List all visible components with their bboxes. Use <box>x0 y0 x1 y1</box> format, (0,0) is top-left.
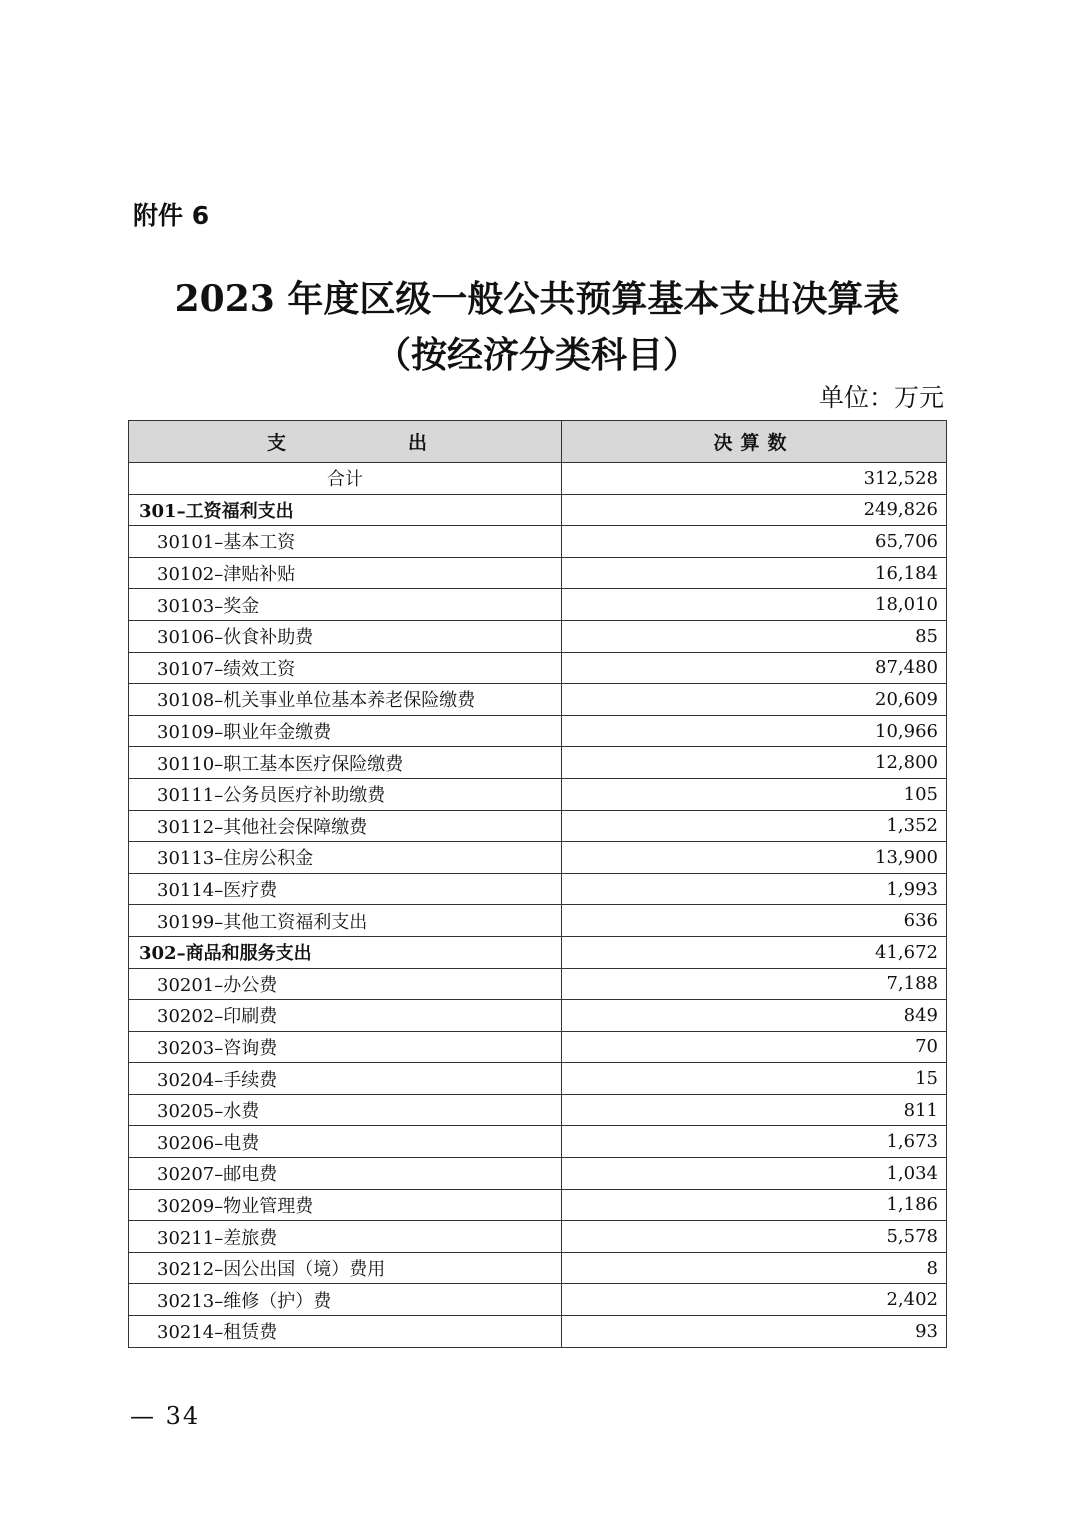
row-item-name: 30101–基本工资 <box>129 526 562 558</box>
row-item-value: 2,402 <box>562 1284 947 1316</box>
row-item-value: 15 <box>562 1063 947 1095</box>
table-row <box>129 1189 947 1221</box>
table-row <box>129 747 947 779</box>
table-row <box>129 968 947 1000</box>
row-item-name: 30113–住房公积金 <box>129 842 562 874</box>
table-row <box>129 778 947 810</box>
row-item-value: 70 <box>562 1031 947 1063</box>
table-row <box>129 557 947 589</box>
row-item-value: 20,609 <box>562 684 947 716</box>
total-row <box>129 463 947 495</box>
row-item-value: 1,993 <box>562 873 947 905</box>
row-item-value: 849 <box>562 1000 947 1032</box>
row-item-name: 30110–职工基本医疗保险缴费 <box>129 747 562 779</box>
table-row <box>129 1316 947 1348</box>
row-item-name: 30201–办公费 <box>129 968 562 1000</box>
header-expenditure <box>129 421 562 463</box>
row-item-value: 16,184 <box>562 557 947 589</box>
table-row <box>129 620 947 652</box>
row-item-name: 30202–印刷费 <box>129 1000 562 1032</box>
table-row <box>129 810 947 842</box>
row-item-name: 30111–公务员医疗补助缴费 <box>129 778 562 810</box>
row-item-value: 1,186 <box>562 1189 947 1221</box>
table-header-row <box>129 421 947 463</box>
table-row <box>129 1252 947 1284</box>
row-item-value: 18,010 <box>562 589 947 621</box>
table-row <box>129 873 947 905</box>
row-item-name: 30207–邮电费 <box>129 1158 562 1190</box>
total-label: 合计 <box>129 463 562 495</box>
row-item-value: 636 <box>562 905 947 937</box>
table-row <box>129 1000 947 1032</box>
total-value: 312,528 <box>562 463 947 495</box>
row-item-name: 301–工资福利支出 <box>129 494 562 526</box>
row-item-value: 811 <box>562 1094 947 1126</box>
table-row <box>129 1063 947 1095</box>
row-item-value: 65,706 <box>562 526 947 558</box>
row-item-name: 30204–手续费 <box>129 1063 562 1095</box>
table-row <box>129 652 947 684</box>
row-item-name: 30206–电费 <box>129 1126 562 1158</box>
row-item-name: 30209–物业管理费 <box>129 1189 562 1221</box>
row-item-value: 41,672 <box>562 936 947 968</box>
row-item-value: 7,188 <box>562 968 947 1000</box>
row-item-value: 93 <box>562 1316 947 1348</box>
table-row <box>129 1158 947 1190</box>
unit-label: 单位：万元 <box>818 383 944 412</box>
row-item-value: 1,352 <box>562 810 947 842</box>
table-row <box>129 684 947 716</box>
row-item-name: 30211–差旅费 <box>129 1221 562 1253</box>
attachment-label: 附件 6 <box>133 201 210 230</box>
row-item-name: 302–商品和服务支出 <box>129 936 562 968</box>
row-item-name: 30212–因公出国（境）费用 <box>129 1252 562 1284</box>
table-row <box>129 526 947 558</box>
table-row <box>129 1221 947 1253</box>
row-item-value: 12,800 <box>562 747 947 779</box>
row-item-value: 85 <box>562 620 947 652</box>
row-item-value: 249,826 <box>562 494 947 526</box>
row-item-value: 13,900 <box>562 842 947 874</box>
page-number: — 34 <box>130 1402 201 1430</box>
row-item-name: 30112–其他社会保障缴费 <box>129 810 562 842</box>
row-item-value: 1,034 <box>562 1158 947 1190</box>
table-row <box>129 1094 947 1126</box>
row-item-name: 30108–机关事业单位基本养老保险缴费 <box>129 684 562 716</box>
table-row <box>129 1126 947 1158</box>
budget-table <box>128 420 947 1348</box>
table-row <box>129 715 947 747</box>
header-expenditure-a: 支 <box>267 432 287 454</box>
row-item-name: 30102–津贴补贴 <box>129 557 562 589</box>
page-title: 2023 年度区级一般公共预算基本支出决算表 <box>174 278 900 320</box>
row-item-value: 5,578 <box>562 1221 947 1253</box>
table-row <box>129 905 947 937</box>
header-final-amount: 决算数 <box>562 421 947 463</box>
row-item-name: 30205–水费 <box>129 1094 562 1126</box>
row-item-value: 8 <box>562 1252 947 1284</box>
header-expenditure-b: 出 <box>407 432 427 454</box>
page-subtitle: （按经济分类科目） <box>374 334 699 376</box>
row-item-name: 30214–租赁费 <box>129 1316 562 1348</box>
table-row <box>129 842 947 874</box>
row-item-name: 30213–维修（护）费 <box>129 1284 562 1316</box>
row-item-name: 30114–医疗费 <box>129 873 562 905</box>
table-row <box>129 589 947 621</box>
row-item-value: 10,966 <box>562 715 947 747</box>
table-row <box>129 936 947 968</box>
row-item-name: 30203–咨询费 <box>129 1031 562 1063</box>
table-row <box>129 1031 947 1063</box>
row-item-value: 105 <box>562 778 947 810</box>
table-row <box>129 1284 947 1316</box>
row-item-name: 30103–奖金 <box>129 589 562 621</box>
row-item-name: 30106–伙食补助费 <box>129 620 562 652</box>
row-item-value: 87,480 <box>562 652 947 684</box>
row-item-name: 30199–其他工资福利支出 <box>129 905 562 937</box>
row-item-name: 30109–职业年金缴费 <box>129 715 562 747</box>
table-row <box>129 494 947 526</box>
row-item-value: 1,673 <box>562 1126 947 1158</box>
row-item-name: 30107–绩效工资 <box>129 652 562 684</box>
